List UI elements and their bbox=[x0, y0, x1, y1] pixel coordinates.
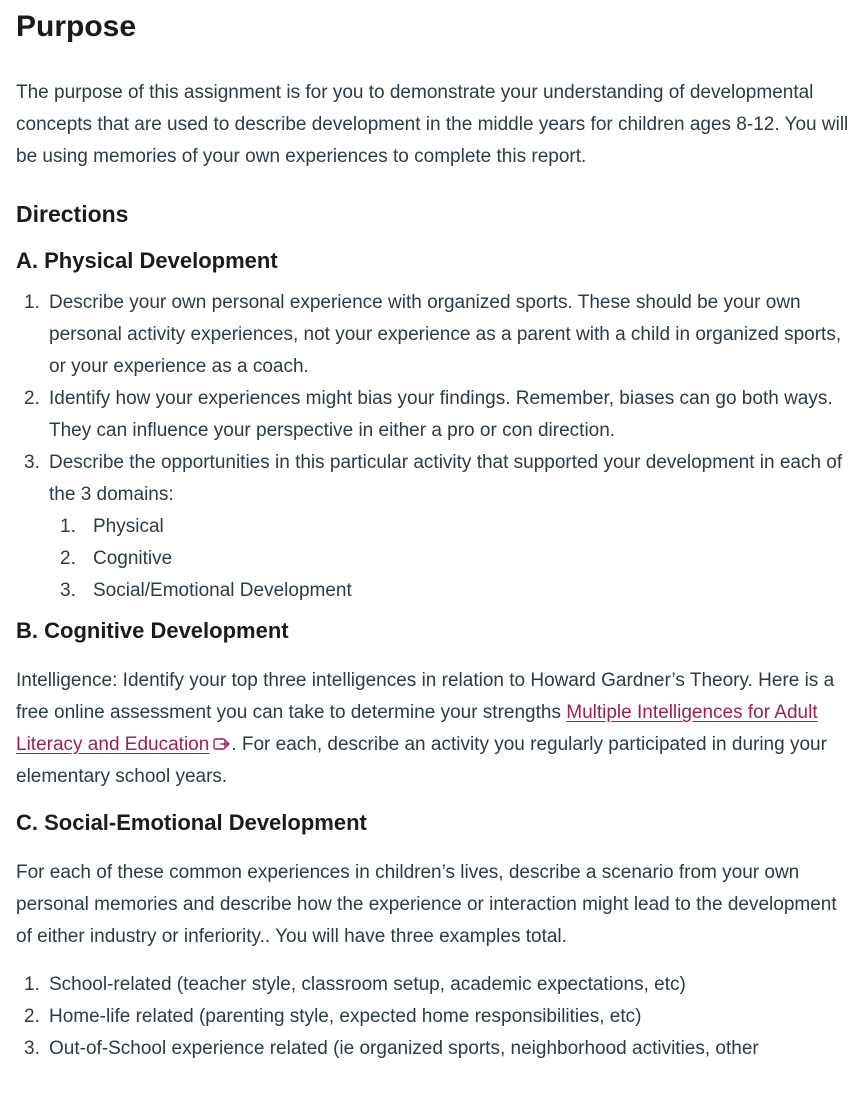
list-item bbox=[16, 1001, 856, 1033]
section-a-heading: A. Physical Development bbox=[16, 248, 278, 273]
list-number: 2. bbox=[24, 1006, 40, 1027]
sublist-item-text: Physical bbox=[93, 516, 164, 537]
list-item-text: Identify how your experiences might bias your findings. Remember, biases can go both ways. They can influence your perspective in either a pro or con direction. bbox=[49, 388, 833, 441]
section-c-list bbox=[16, 969, 856, 1065]
list-item bbox=[16, 1033, 856, 1065]
multiple-intelligences-link[interactable]: Multiple Intelligences for Adult Literacy and Education bbox=[16, 702, 818, 755]
list-item bbox=[16, 447, 856, 607]
list-number: 2. bbox=[24, 388, 40, 409]
list-item bbox=[16, 287, 856, 383]
list-number: 1. bbox=[60, 516, 76, 537]
list-number: 3. bbox=[60, 580, 76, 601]
external-link-icon[interactable] bbox=[213, 737, 231, 751]
section-c-paragraph: For each of these common experiences in children’s lives, describe a scenario from your own personal memories and describe how the experience or interaction might lead to the development of either industry or inferiority.. You will have three examples total. bbox=[16, 862, 837, 947]
section-b-paragraph bbox=[16, 665, 856, 793]
list-item-text: Describe the opportunities in this particular activity that supported your development in each of the 3 domains: bbox=[49, 452, 843, 505]
sublist-item bbox=[60, 575, 856, 607]
list-item bbox=[16, 383, 856, 447]
list-number: 3. bbox=[24, 452, 40, 473]
list-item-text: Home-life related (parenting style, expected home responsibilities, etc) bbox=[49, 1006, 642, 1027]
list-number: 1. bbox=[24, 974, 40, 995]
section-b-text-before: Intelligence: Identify your top three intelligences in relation to Howard Gardner’s Theory. Here is a free online assessment you can take to determine your strengths bbox=[16, 670, 835, 723]
purpose-paragraph: The purpose of this assignment is for you to demonstrate your understanding of developmental concepts that are used to describe development in the middle years for children ages 8-12. You will be using memories of your own experiences to complete this report. bbox=[16, 82, 849, 167]
list-item-text: School-related (teacher style, classroom setup, academic expectations, etc) bbox=[49, 974, 686, 995]
sublist-item bbox=[60, 511, 856, 543]
list-number: 1. bbox=[24, 292, 40, 313]
assignment-content bbox=[16, 0, 856, 1065]
list-item bbox=[16, 969, 856, 1001]
list-number: 3. bbox=[24, 1038, 40, 1059]
directions-heading: Directions bbox=[16, 201, 129, 227]
sublist-item-text: Social/Emotional Development bbox=[93, 580, 352, 601]
list-item-text: Out-of-School experience related (ie organized sports, neighborhood activities, other bbox=[49, 1038, 759, 1059]
section-b-text-after: . For each, describe an activity you regularly participated in during your elementary school years. bbox=[16, 734, 827, 787]
list-number: 2. bbox=[60, 548, 76, 569]
section-c-heading: C. Social-Emotional Development bbox=[16, 810, 367, 835]
domains-sublist bbox=[49, 511, 856, 607]
section-a-list bbox=[16, 287, 856, 607]
sublist-item-text: Cognitive bbox=[93, 548, 173, 569]
list-item-text: Describe your own personal experience with organized sports. These should be your own personal activity experiences, not your experience as a parent with a child in organized sports, or your experience as a coach. bbox=[49, 292, 842, 377]
sublist-item bbox=[60, 543, 856, 575]
section-b-heading: B. Cognitive Development bbox=[16, 618, 289, 643]
page-title: Purpose bbox=[16, 10, 137, 43]
